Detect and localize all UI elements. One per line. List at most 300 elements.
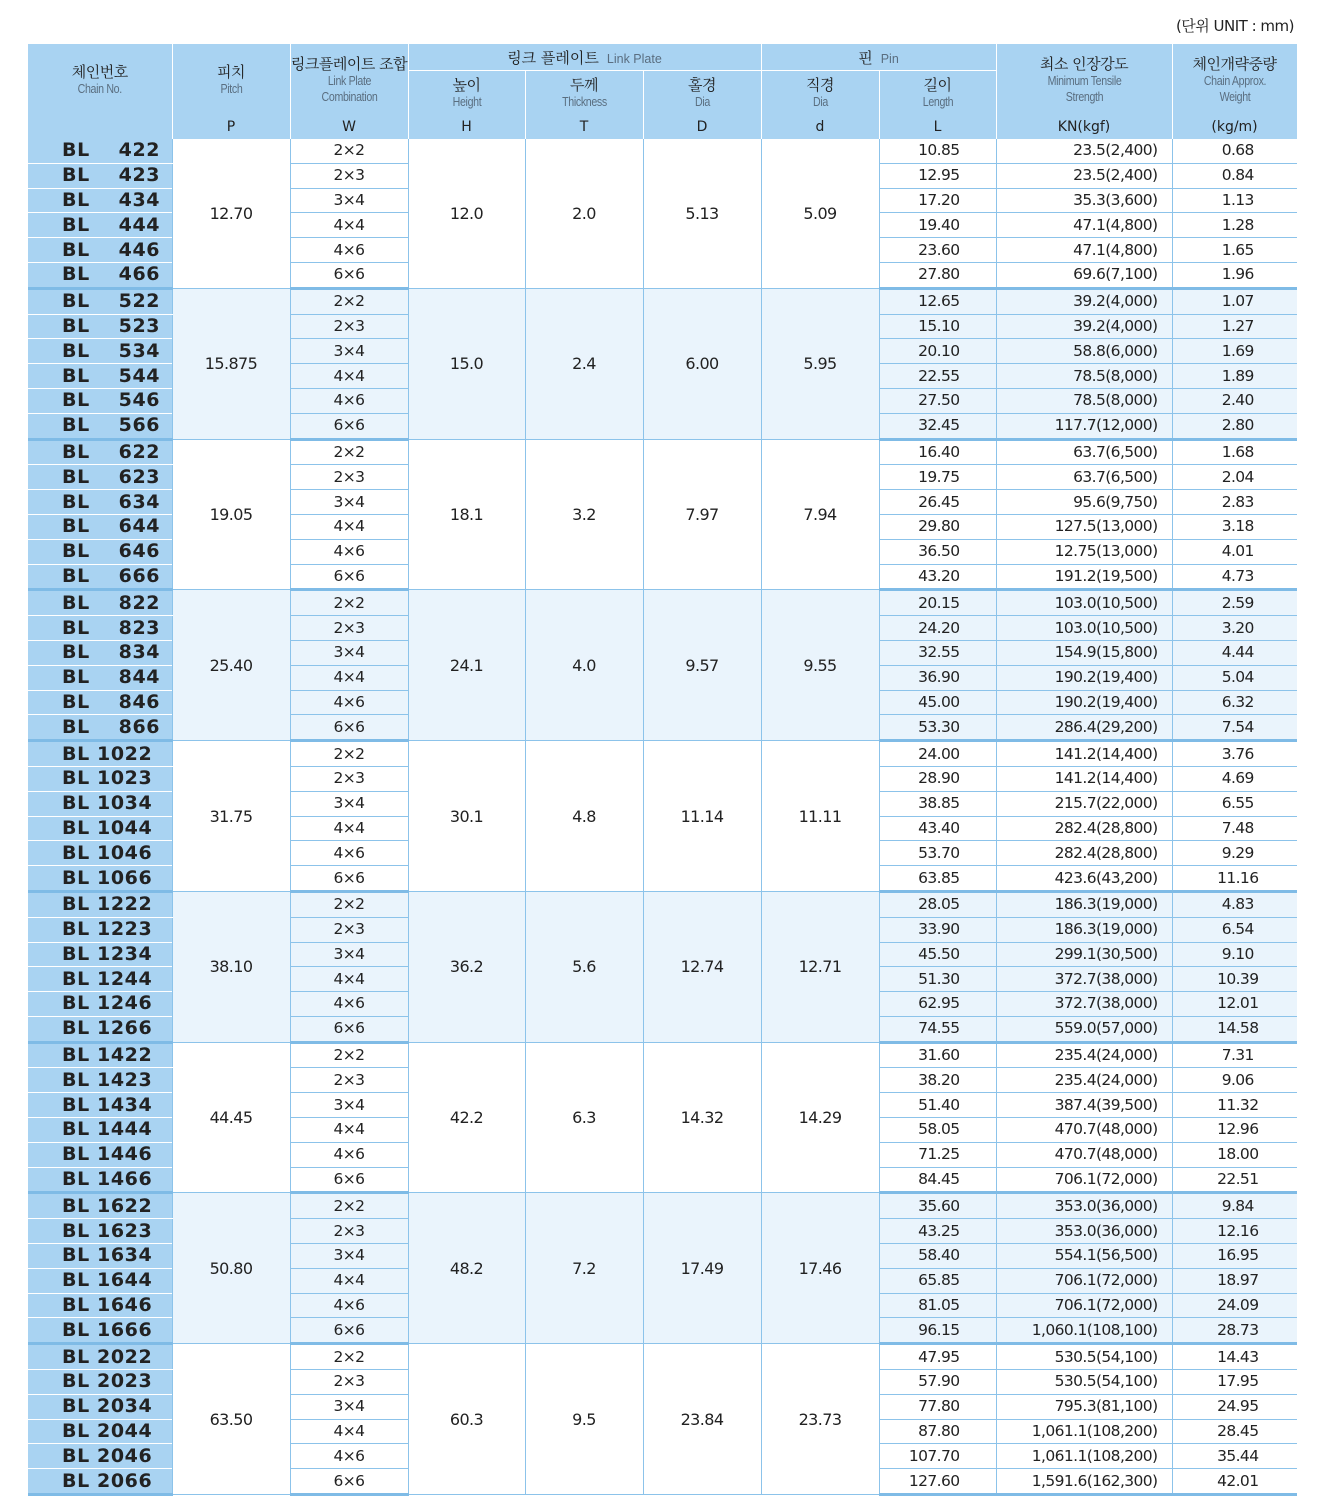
- combination-cell: 3×4: [290, 942, 408, 967]
- weight-cell: 17.95: [1172, 1370, 1297, 1395]
- symbol-p: P: [172, 115, 290, 139]
- weight-cell: 4.01: [1172, 539, 1297, 564]
- chain-number-cell: BL 444: [28, 213, 172, 238]
- strength-cell: 23.5(2,400): [996, 139, 1172, 163]
- strength-cell: 470.7(48,000): [996, 1142, 1172, 1167]
- weight-cell: 0.84: [1172, 163, 1297, 188]
- height-cell: 12.0: [408, 139, 525, 288]
- height-cell: 36.2: [408, 891, 525, 1042]
- strength-cell: 1,060.1(108,100): [996, 1318, 1172, 1344]
- strength-cell: 1,591.6(162,300): [996, 1469, 1172, 1495]
- chain-number-cell: BL 1422: [28, 1042, 172, 1068]
- combination-cell: 2×2: [290, 1042, 408, 1068]
- header-length: 길이 Length: [879, 71, 996, 116]
- strength-cell: 353.0(36,000): [996, 1219, 1172, 1244]
- length-cell: 19.75: [879, 465, 996, 490]
- table-row: [28, 891, 1297, 917]
- combination-cell: 2×3: [290, 917, 408, 942]
- chain-number-cell: BL 844: [28, 665, 172, 690]
- chain-number-cell: BL 1434: [28, 1093, 172, 1118]
- combination-cell: 4×6: [290, 539, 408, 564]
- hole-dia-cell: 9.57: [643, 590, 761, 741]
- combination-cell: 2×2: [290, 1193, 408, 1219]
- chain-number-cell: BL 834: [28, 640, 172, 665]
- pitch-cell: 50.80: [172, 1193, 290, 1344]
- pin-dia-cell: 12.71: [761, 891, 879, 1042]
- weight-cell: 5.04: [1172, 665, 1297, 690]
- chain-number-cell: BL 1444: [28, 1118, 172, 1143]
- chain-number-cell: BL 1666: [28, 1318, 172, 1344]
- table-row: [28, 1042, 1297, 1068]
- chain-number-cell: BL 1234: [28, 942, 172, 967]
- chain-number-cell: BL 1066: [28, 866, 172, 892]
- chain-number-cell: BL 1022: [28, 741, 172, 767]
- chain-number-cell: BL 1423: [28, 1068, 172, 1093]
- combination-cell: 2×2: [290, 439, 408, 465]
- length-cell: 38.85: [879, 791, 996, 816]
- combination-cell: 4×6: [290, 1444, 408, 1469]
- strength-cell: 530.5(54,100): [996, 1370, 1172, 1395]
- combination-cell: 4×4: [290, 967, 408, 992]
- strength-cell: 191.2(19,500): [996, 564, 1172, 590]
- combination-cell: 6×6: [290, 715, 408, 741]
- weight-cell: 2.59: [1172, 590, 1297, 616]
- chain-number-cell: BL 1023: [28, 766, 172, 791]
- header-link-plate: 링크 플레이트 Link Plate: [408, 44, 761, 71]
- weight-cell: 9.29: [1172, 841, 1297, 866]
- weight-cell: 12.01: [1172, 992, 1297, 1017]
- length-cell: 38.20: [879, 1068, 996, 1093]
- weight-cell: 1.27: [1172, 314, 1297, 339]
- length-cell: 43.25: [879, 1219, 996, 1244]
- height-cell: 24.1: [408, 590, 525, 741]
- strength-cell: 215.7(22,000): [996, 791, 1172, 816]
- strength-cell: 235.4(24,000): [996, 1068, 1172, 1093]
- combination-cell: 4×4: [290, 1268, 408, 1293]
- strength-cell: 372.7(38,000): [996, 992, 1172, 1017]
- height-cell: 18.1: [408, 439, 525, 590]
- length-cell: 10.85: [879, 139, 996, 163]
- combination-cell: 2×2: [290, 139, 408, 163]
- length-cell: 24.00: [879, 741, 996, 767]
- strength-cell: 47.1(4,800): [996, 213, 1172, 238]
- strength-cell: 559.0(57,000): [996, 1016, 1172, 1042]
- header-pin: 핀 Pin: [761, 44, 996, 71]
- length-cell: 47.95: [879, 1344, 996, 1370]
- pitch-cell: 19.05: [172, 439, 290, 590]
- table-row: [28, 741, 1297, 767]
- header-chain-no: 체인번호 Chain No.: [28, 44, 172, 115]
- chain-number-cell: BL 434: [28, 188, 172, 213]
- strength-cell: 23.5(2,400): [996, 163, 1172, 188]
- pitch-cell: 12.70: [172, 139, 290, 288]
- pin-dia-cell: 7.94: [761, 439, 879, 590]
- strength-cell: 372.7(38,000): [996, 967, 1172, 992]
- chain-number-cell: BL 644: [28, 514, 172, 539]
- combination-cell: 4×4: [290, 1118, 408, 1143]
- chain-number-cell: BL 1222: [28, 891, 172, 917]
- length-cell: 16.40: [879, 439, 996, 465]
- length-cell: 87.80: [879, 1419, 996, 1444]
- symbol-d-hole: D: [643, 115, 761, 139]
- chain-number-cell: BL 1246: [28, 992, 172, 1017]
- thickness-cell: 2.4: [525, 288, 643, 439]
- pitch-cell: 44.45: [172, 1042, 290, 1193]
- strength-cell: 95.6(9,750): [996, 490, 1172, 515]
- table-header: [28, 44, 1297, 139]
- length-cell: 24.20: [879, 616, 996, 641]
- symbol-t: T: [525, 115, 643, 139]
- weight-cell: 14.43: [1172, 1344, 1297, 1370]
- thickness-cell: 7.2: [525, 1193, 643, 1344]
- header-thickness: 두께 Thickness: [525, 71, 643, 116]
- length-cell: 20.15: [879, 590, 996, 616]
- length-cell: 84.45: [879, 1167, 996, 1193]
- header-strength: 최소 인장강도 Minimum Tensile Strength: [996, 44, 1172, 115]
- unit-note: (단위 UNIT : mm): [1175, 17, 1294, 35]
- weight-cell: 14.58: [1172, 1016, 1297, 1042]
- length-cell: 28.05: [879, 891, 996, 917]
- pin-dia-cell: 23.73: [761, 1344, 879, 1495]
- length-cell: 36.90: [879, 665, 996, 690]
- pin-dia-cell: 9.55: [761, 590, 879, 741]
- chain-number-cell: BL 1034: [28, 791, 172, 816]
- combination-cell: 3×4: [290, 791, 408, 816]
- strength-cell: 423.6(43,200): [996, 866, 1172, 892]
- header-weight: 체인개략중량 Chain Approx. Weight: [1172, 44, 1297, 115]
- header-height: 높이 Height: [408, 71, 525, 116]
- table-row: [28, 590, 1297, 616]
- thickness-cell: 3.2: [525, 439, 643, 590]
- combination-cell: 4×4: [290, 1419, 408, 1444]
- strength-cell: 282.4(28,800): [996, 816, 1172, 841]
- weight-cell: 11.32: [1172, 1093, 1297, 1118]
- table-body: [28, 139, 1297, 1495]
- length-cell: 27.80: [879, 262, 996, 288]
- strength-cell: 706.1(72,000): [996, 1268, 1172, 1293]
- combination-cell: 4×6: [290, 841, 408, 866]
- length-cell: 29.80: [879, 514, 996, 539]
- strength-cell: 190.2(19,400): [996, 665, 1172, 690]
- length-cell: 71.25: [879, 1142, 996, 1167]
- weight-cell: 4.73: [1172, 564, 1297, 590]
- weight-cell: 12.16: [1172, 1219, 1297, 1244]
- strength-cell: 1,061.1(108,200): [996, 1444, 1172, 1469]
- chain-number-cell: BL 2022: [28, 1344, 172, 1370]
- strength-cell: 103.0(10,500): [996, 590, 1172, 616]
- length-cell: 22.55: [879, 364, 996, 389]
- combination-cell: 6×6: [290, 1016, 408, 1042]
- strength-cell: 35.3(3,600): [996, 188, 1172, 213]
- chain-number-cell: BL 566: [28, 413, 172, 439]
- weight-cell: 2.83: [1172, 490, 1297, 515]
- length-cell: 58.05: [879, 1118, 996, 1143]
- length-cell: 63.85: [879, 866, 996, 892]
- thickness-cell: 2.0: [525, 139, 643, 288]
- combination-cell: 4×6: [290, 992, 408, 1017]
- length-cell: 81.05: [879, 1293, 996, 1318]
- combination-cell: 3×4: [290, 1244, 408, 1269]
- weight-cell: 2.40: [1172, 388, 1297, 413]
- strength-cell: 795.3(81,100): [996, 1394, 1172, 1419]
- chain-number-cell: BL 623: [28, 465, 172, 490]
- combination-cell: 6×6: [290, 1318, 408, 1344]
- thickness-cell: 4.8: [525, 741, 643, 892]
- length-cell: 28.90: [879, 766, 996, 791]
- header-combination: 링크플레이트 조합 Link Plate Combination: [290, 44, 408, 115]
- combination-cell: 2×3: [290, 766, 408, 791]
- chain-number-cell: BL 634: [28, 490, 172, 515]
- pitch-cell: 25.40: [172, 590, 290, 741]
- weight-cell: 35.44: [1172, 1444, 1297, 1469]
- combination-cell: 2×2: [290, 1344, 408, 1370]
- chain-number-cell: BL 423: [28, 163, 172, 188]
- header-hole-dia: 홀경 Dia: [643, 71, 761, 116]
- length-cell: 12.95: [879, 163, 996, 188]
- weight-cell: 9.06: [1172, 1068, 1297, 1093]
- pin-dia-cell: 14.29: [761, 1042, 879, 1193]
- combination-cell: 2×3: [290, 314, 408, 339]
- chain-number-cell: BL 1646: [28, 1293, 172, 1318]
- weight-cell: 1.68: [1172, 439, 1297, 465]
- weight-cell: 6.32: [1172, 690, 1297, 715]
- weight-cell: 1.69: [1172, 339, 1297, 364]
- chain-number-cell: BL 546: [28, 388, 172, 413]
- height-cell: 42.2: [408, 1042, 525, 1193]
- symbol-h: H: [408, 115, 525, 139]
- chain-number-cell: BL 822: [28, 590, 172, 616]
- strength-cell: 39.2(4,000): [996, 314, 1172, 339]
- chain-number-cell: BL 466: [28, 262, 172, 288]
- pitch-cell: 38.10: [172, 891, 290, 1042]
- weight-cell: 10.39: [1172, 967, 1297, 992]
- combination-cell: 2×3: [290, 616, 408, 641]
- length-cell: 36.50: [879, 539, 996, 564]
- combination-cell: 4×6: [290, 238, 408, 263]
- weight-cell: 2.80: [1172, 413, 1297, 439]
- length-cell: 45.00: [879, 690, 996, 715]
- combination-cell: 3×4: [290, 339, 408, 364]
- strength-cell: 286.4(29,200): [996, 715, 1172, 741]
- strength-cell: 387.4(39,500): [996, 1093, 1172, 1118]
- weight-cell: 12.96: [1172, 1118, 1297, 1143]
- hole-dia-cell: 12.74: [643, 891, 761, 1042]
- strength-cell: 154.9(15,800): [996, 640, 1172, 665]
- thickness-cell: 5.6: [525, 891, 643, 1042]
- weight-cell: 18.00: [1172, 1142, 1297, 1167]
- length-cell: 17.20: [879, 188, 996, 213]
- weight-cell: 4.83: [1172, 891, 1297, 917]
- chain-number-cell: BL 846: [28, 690, 172, 715]
- length-cell: 33.90: [879, 917, 996, 942]
- strength-cell: 706.1(72,000): [996, 1167, 1172, 1193]
- length-cell: 107.70: [879, 1444, 996, 1469]
- hole-dia-cell: 14.32: [643, 1042, 761, 1193]
- table-row: [28, 1193, 1297, 1219]
- weight-cell: 1.07: [1172, 288, 1297, 314]
- combination-cell: 6×6: [290, 1469, 408, 1495]
- weight-cell: 6.54: [1172, 917, 1297, 942]
- chain-number-cell: BL 522: [28, 288, 172, 314]
- length-cell: 53.70: [879, 841, 996, 866]
- weight-cell: 1.96: [1172, 262, 1297, 288]
- chain-number-cell: BL 1446: [28, 1142, 172, 1167]
- weight-cell: 22.51: [1172, 1167, 1297, 1193]
- length-cell: 12.65: [879, 288, 996, 314]
- length-cell: 43.40: [879, 816, 996, 841]
- weight-cell: 1.13: [1172, 188, 1297, 213]
- strength-cell: 78.5(8,000): [996, 364, 1172, 389]
- chain-number-cell: BL 2023: [28, 1370, 172, 1395]
- combination-cell: 2×2: [290, 891, 408, 917]
- strength-cell: 141.2(14,400): [996, 766, 1172, 791]
- strength-cell: 470.7(48,000): [996, 1118, 1172, 1143]
- strength-cell: 190.2(19,400): [996, 690, 1172, 715]
- table-row: [28, 439, 1297, 465]
- header-pitch: 피치 Pitch: [172, 44, 290, 115]
- symbol-w: W: [290, 115, 408, 139]
- strength-cell: 47.1(4,800): [996, 238, 1172, 263]
- weight-cell: 1.65: [1172, 238, 1297, 263]
- chain-number-cell: BL 1244: [28, 967, 172, 992]
- length-cell: 65.85: [879, 1268, 996, 1293]
- strength-cell: 63.7(6,500): [996, 465, 1172, 490]
- strength-cell: 141.2(14,400): [996, 741, 1172, 767]
- strength-cell: 39.2(4,000): [996, 288, 1172, 314]
- thickness-cell: 6.3: [525, 1042, 643, 1193]
- hole-dia-cell: 6.00: [643, 288, 761, 439]
- length-cell: 57.90: [879, 1370, 996, 1395]
- combination-cell: 4×4: [290, 816, 408, 841]
- length-cell: 31.60: [879, 1042, 996, 1068]
- weight-cell: 11.16: [1172, 866, 1297, 892]
- weight-cell: 9.10: [1172, 942, 1297, 967]
- symbol-chain: [28, 115, 172, 139]
- strength-cell: 554.1(56,500): [996, 1244, 1172, 1269]
- combination-cell: 4×6: [290, 690, 408, 715]
- length-cell: 51.40: [879, 1093, 996, 1118]
- length-cell: 77.80: [879, 1394, 996, 1419]
- strength-cell: 235.4(24,000): [996, 1042, 1172, 1068]
- weight-cell: 3.76: [1172, 741, 1297, 767]
- length-cell: 27.50: [879, 388, 996, 413]
- weight-cell: 4.69: [1172, 766, 1297, 791]
- length-cell: 74.55: [879, 1016, 996, 1042]
- combination-cell: 4×4: [290, 514, 408, 539]
- combination-cell: 2×3: [290, 1370, 408, 1395]
- chain-number-cell: BL 1622: [28, 1193, 172, 1219]
- length-cell: 32.45: [879, 413, 996, 439]
- length-cell: 26.45: [879, 490, 996, 515]
- height-cell: 15.0: [408, 288, 525, 439]
- symbol-d-pin: d: [761, 115, 879, 139]
- chain-number-cell: BL 646: [28, 539, 172, 564]
- chain-number-cell: BL 1044: [28, 816, 172, 841]
- table-row: [28, 139, 1297, 163]
- combination-cell: 4×4: [290, 665, 408, 690]
- weight-cell: 7.48: [1172, 816, 1297, 841]
- length-cell: 45.50: [879, 942, 996, 967]
- weight-cell: 7.54: [1172, 715, 1297, 741]
- pin-dia-cell: 17.46: [761, 1193, 879, 1344]
- thickness-cell: 9.5: [525, 1344, 643, 1495]
- strength-cell: 12.75(13,000): [996, 539, 1172, 564]
- chain-number-cell: BL 2034: [28, 1394, 172, 1419]
- table-row: [28, 1344, 1297, 1370]
- weight-cell: 28.73: [1172, 1318, 1297, 1344]
- chain-number-cell: BL 1223: [28, 917, 172, 942]
- combination-cell: 6×6: [290, 262, 408, 288]
- hole-dia-cell: 5.13: [643, 139, 761, 288]
- chain-spec-table: [28, 44, 1298, 1496]
- combination-cell: 2×2: [290, 288, 408, 314]
- strength-cell: 706.1(72,000): [996, 1293, 1172, 1318]
- combination-cell: 6×6: [290, 866, 408, 892]
- chain-number-cell: BL 544: [28, 364, 172, 389]
- length-cell: 51.30: [879, 967, 996, 992]
- length-cell: 32.55: [879, 640, 996, 665]
- combination-cell: 3×4: [290, 1093, 408, 1118]
- symbol-l: L: [879, 115, 996, 139]
- chain-number-cell: BL 1266: [28, 1016, 172, 1042]
- strength-cell: 69.6(7,100): [996, 262, 1172, 288]
- pin-dia-cell: 5.95: [761, 288, 879, 439]
- combination-cell: 6×6: [290, 564, 408, 590]
- combination-cell: 3×4: [290, 490, 408, 515]
- thickness-cell: 4.0: [525, 590, 643, 741]
- strength-cell: 186.3(19,000): [996, 891, 1172, 917]
- chain-number-cell: BL 866: [28, 715, 172, 741]
- header-pin-dia: 직경 Dia: [761, 71, 879, 116]
- combination-cell: 3×4: [290, 1394, 408, 1419]
- combination-cell: 3×4: [290, 188, 408, 213]
- strength-cell: 103.0(10,500): [996, 616, 1172, 641]
- combination-cell: 2×3: [290, 163, 408, 188]
- weight-cell: 28.45: [1172, 1419, 1297, 1444]
- chain-number-cell: BL 622: [28, 439, 172, 465]
- weight-cell: 16.95: [1172, 1244, 1297, 1269]
- weight-cell: 6.55: [1172, 791, 1297, 816]
- length-cell: 23.60: [879, 238, 996, 263]
- pitch-cell: 15.875: [172, 288, 290, 439]
- weight-cell: 24.95: [1172, 1394, 1297, 1419]
- strength-cell: 353.0(36,000): [996, 1193, 1172, 1219]
- chain-number-cell: BL 446: [28, 238, 172, 263]
- chain-number-cell: BL 666: [28, 564, 172, 590]
- combination-cell: 6×6: [290, 1167, 408, 1193]
- weight-cell: 0.68: [1172, 139, 1297, 163]
- pin-dia-cell: 11.11: [761, 741, 879, 892]
- strength-cell: 530.5(54,100): [996, 1344, 1172, 1370]
- weight-cell: 9.84: [1172, 1193, 1297, 1219]
- chain-number-cell: BL 2066: [28, 1469, 172, 1495]
- length-cell: 58.40: [879, 1244, 996, 1269]
- length-cell: 96.15: [879, 1318, 996, 1344]
- combination-cell: 2×3: [290, 1219, 408, 1244]
- length-cell: 53.30: [879, 715, 996, 741]
- chain-number-cell: BL 1046: [28, 841, 172, 866]
- strength-cell: 117.7(12,000): [996, 413, 1172, 439]
- height-cell: 30.1: [408, 741, 525, 892]
- weight-cell: 1.28: [1172, 213, 1297, 238]
- table-row: [28, 288, 1297, 314]
- strength-cell: 282.4(28,800): [996, 841, 1172, 866]
- combination-cell: 2×3: [290, 1068, 408, 1093]
- chain-number-cell: BL 823: [28, 616, 172, 641]
- length-cell: 15.10: [879, 314, 996, 339]
- weight-cell: 4.44: [1172, 640, 1297, 665]
- pin-dia-cell: 5.09: [761, 139, 879, 288]
